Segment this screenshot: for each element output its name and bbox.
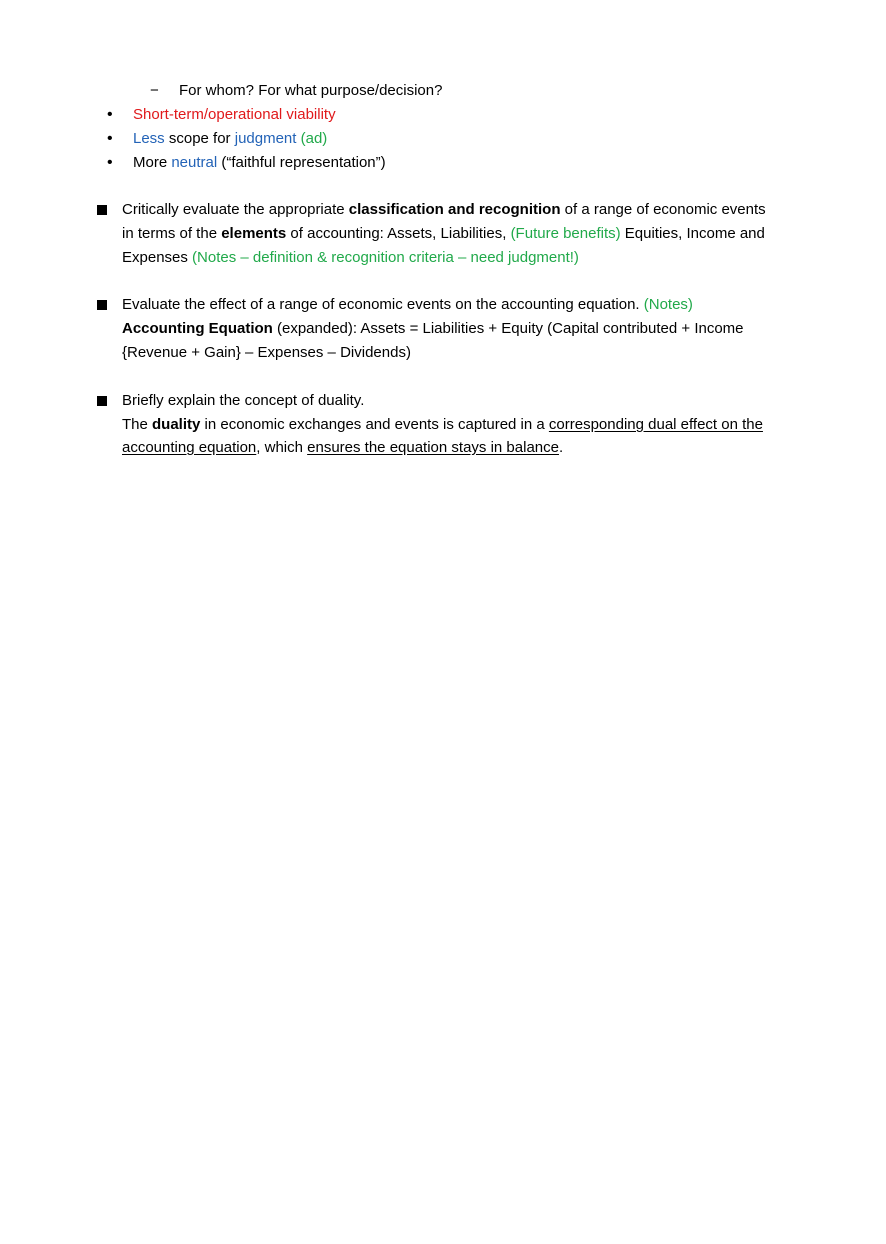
square-bullet-icon [97, 205, 107, 215]
bullet-marker: • [107, 106, 113, 123]
notes-note: (Notes) [643, 296, 693, 313]
section2-text: Evaluate the effect of a range of economic events on the accounting equation. [122, 296, 644, 313]
less-text: Less [133, 130, 165, 147]
section3-line3 [122, 438, 563, 458]
section3-text: The [122, 416, 153, 433]
classification-recognition-bold: classification and recognition [348, 201, 561, 218]
balance-underlined: ensures the equation stays in balance [307, 439, 559, 456]
sub-bullet-text: For whom? For what purpose/decision? [179, 82, 443, 99]
elements-bold: elements [221, 225, 287, 242]
bullet-marker: • [107, 154, 113, 171]
section2-text: {Revenue + Gain} – Expenses – Dividends) [122, 344, 411, 361]
section1-text: Expenses [122, 249, 193, 266]
ad-text: (ad) [296, 130, 328, 147]
judgment-text: judgment [234, 130, 297, 147]
more-text: More [133, 154, 172, 171]
section1-line2 [122, 224, 765, 244]
accounting-equation-bold: Accounting Equation [122, 320, 273, 337]
future-benefits-note: (Future benefits) [510, 225, 621, 242]
dash-bullet-marker: − [150, 82, 159, 99]
duality-bold: duality [152, 416, 201, 433]
section1-text: of accounting: Assets, Liabilities, [286, 225, 511, 242]
section3-line2 [122, 415, 763, 435]
bullet-item-more-neutral [133, 153, 386, 173]
section1-text: Critically evaluate the appropriate [122, 201, 349, 218]
section3-text: , which [256, 439, 308, 456]
section3-text: Briefly explain the concept of duality. [122, 392, 365, 409]
faithful-representation-text: (“faithful representation”) [217, 154, 386, 171]
definition-recognition-note: (Notes – definition & recognition criteria – need judgment!) [192, 249, 579, 266]
bullet-marker: • [107, 130, 113, 147]
section2-line2 [122, 319, 744, 339]
section2-text: (expanded): Assets = Liabilities + Equity (Capital contributed + Income [272, 320, 744, 337]
section1-text: Equities, Income and [620, 225, 765, 242]
bullet-item-less-scope [133, 129, 327, 149]
section3-text: in economic exchanges and events is captured in a [200, 416, 549, 433]
section3-text: . [558, 439, 564, 456]
section1-line1 [122, 200, 766, 220]
section1-text: in terms of the [122, 225, 222, 242]
scope-for-text: scope for [164, 130, 235, 147]
section1-line3 [122, 248, 579, 268]
bullet-item-short-term [133, 105, 336, 125]
short-term-viability-text: Short-term/operational viability [133, 106, 336, 123]
section3-line1 [122, 391, 364, 411]
dual-effect-underlined: corresponding dual effect on the [548, 416, 763, 433]
neutral-text: neutral [171, 154, 218, 171]
section1-text: of a range of economic events [560, 201, 766, 218]
section2-line1 [122, 295, 693, 315]
square-bullet-icon [97, 300, 107, 310]
accounting-equation-underlined: accounting equation [122, 439, 257, 456]
square-bullet-icon [97, 396, 107, 406]
section2-line3 [122, 343, 411, 363]
